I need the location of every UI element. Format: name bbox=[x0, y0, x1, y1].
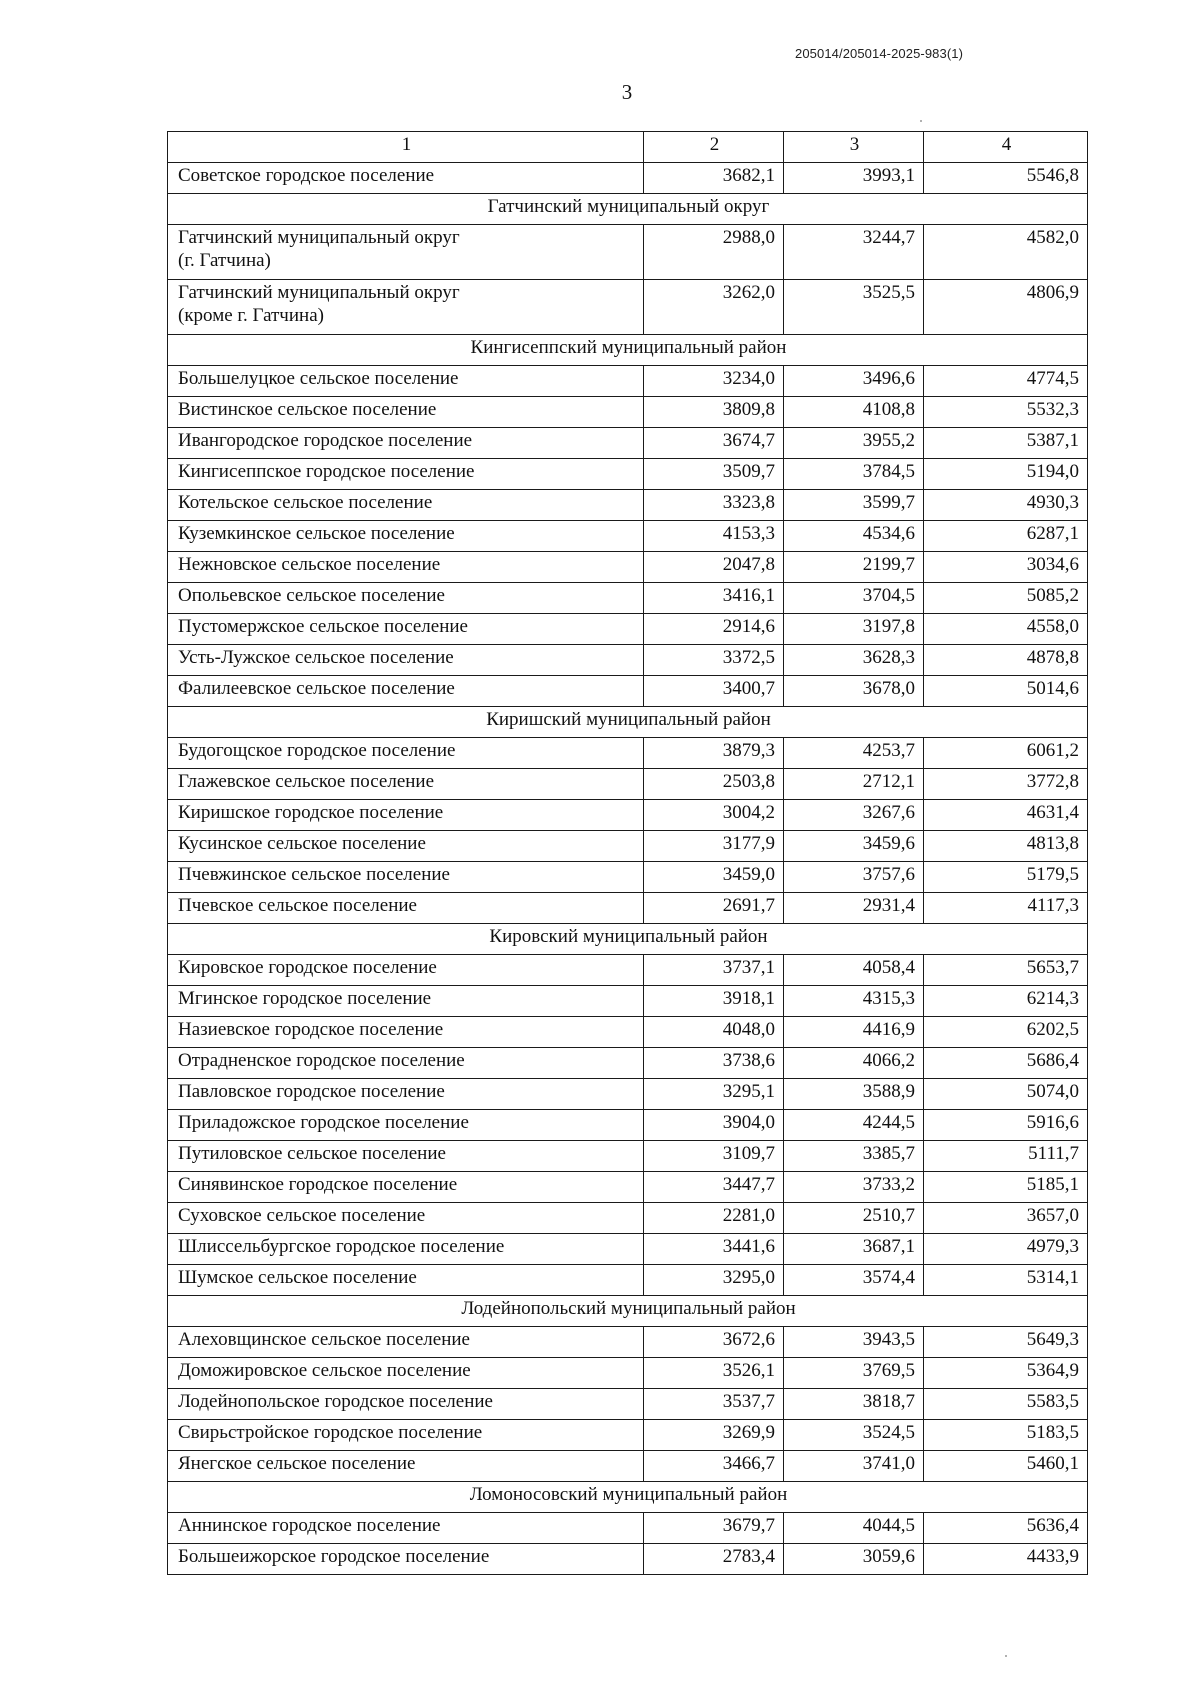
settlement-name-cell bbox=[168, 1079, 644, 1110]
value-col-4: 4930,3 bbox=[924, 490, 1088, 521]
scan-speck bbox=[920, 120, 922, 122]
section-title: Гатчинский муниципальный округ bbox=[168, 194, 1088, 225]
value-col-4: 3034,6 bbox=[924, 552, 1088, 583]
scan-speck bbox=[1005, 1655, 1007, 1657]
settlement-name: Кусинское сельское поселение bbox=[178, 833, 426, 854]
settlement-name-cell bbox=[168, 552, 644, 583]
value-col-3: 4416,9 bbox=[784, 1017, 924, 1048]
section-header-row bbox=[168, 335, 1088, 366]
value-col-3: 3943,5 bbox=[784, 1327, 924, 1358]
value-col-2: 3269,9 bbox=[644, 1420, 784, 1451]
settlement-name-cell bbox=[168, 800, 644, 831]
value-col-3: 3678,0 bbox=[784, 676, 924, 707]
settlement-name-cell bbox=[168, 1265, 644, 1296]
value-col-4: 5583,5 bbox=[924, 1389, 1088, 1420]
value-col-3: 3385,7 bbox=[784, 1141, 924, 1172]
settlement-name-cell bbox=[168, 1141, 644, 1172]
settlement-name: Путиловское сельское поселение bbox=[178, 1143, 446, 1164]
value-col-3: 3955,2 bbox=[784, 428, 924, 459]
value-col-2: 2691,7 bbox=[644, 893, 784, 924]
value-col-2: 3679,7 bbox=[644, 1513, 784, 1544]
value-col-4: 5460,1 bbox=[924, 1451, 1088, 1482]
value-col-4: 5183,5 bbox=[924, 1420, 1088, 1451]
value-col-2: 3262,0 bbox=[644, 280, 784, 335]
settlement-name: Нежновское сельское поселение bbox=[178, 554, 441, 575]
value-col-2: 3526,1 bbox=[644, 1358, 784, 1389]
value-col-2: 3447,7 bbox=[644, 1172, 784, 1203]
value-col-4: 5194,0 bbox=[924, 459, 1088, 490]
value-col-2: 3234,0 bbox=[644, 366, 784, 397]
settlement-name-cell bbox=[168, 1513, 644, 1544]
settlement-name-cell bbox=[168, 1234, 644, 1265]
settlement-name-cell bbox=[168, 955, 644, 986]
value-col-3: 3267,6 bbox=[784, 800, 924, 831]
value-col-4: 4979,3 bbox=[924, 1234, 1088, 1265]
settlement-name: Будогощское городское поселение bbox=[178, 740, 456, 761]
value-col-3: 3059,6 bbox=[784, 1544, 924, 1575]
value-col-3: 3993,1 bbox=[784, 163, 924, 194]
table-row bbox=[168, 1110, 1088, 1141]
settlement-name: Куземкинское сельское поселение bbox=[178, 523, 455, 544]
settlement-name: Павловское городское поселение bbox=[178, 1081, 445, 1102]
table-row bbox=[168, 986, 1088, 1017]
settlement-name: Пчевское сельское поселение bbox=[178, 895, 417, 916]
table-row bbox=[168, 1451, 1088, 1482]
value-col-4: 4117,3 bbox=[924, 893, 1088, 924]
value-col-2: 3004,2 bbox=[644, 800, 784, 831]
settlement-name-cell bbox=[168, 1451, 644, 1482]
settlement-name: Мгинское городское поселение bbox=[178, 988, 432, 1009]
settlement-name: Котельское сельское поселение bbox=[178, 492, 433, 513]
value-col-3: 4253,7 bbox=[784, 738, 924, 769]
value-col-3: 3574,4 bbox=[784, 1265, 924, 1296]
value-col-2: 3674,7 bbox=[644, 428, 784, 459]
table-row bbox=[168, 163, 1088, 194]
settlement-name-cell bbox=[168, 769, 644, 800]
settlement-name-cell bbox=[168, 1544, 644, 1575]
table-row bbox=[168, 738, 1088, 769]
settlement-name: Пчевжинское сельское поселение bbox=[178, 864, 450, 885]
column-header-3: 3 bbox=[784, 132, 924, 163]
value-col-3: 3769,5 bbox=[784, 1358, 924, 1389]
value-col-2: 2047,8 bbox=[644, 552, 784, 583]
settlement-name: Кингисеппское городское поселение bbox=[178, 461, 475, 482]
table-row bbox=[168, 645, 1088, 676]
value-col-3: 4058,4 bbox=[784, 955, 924, 986]
value-col-2: 3323,8 bbox=[644, 490, 784, 521]
value-col-4: 5314,1 bbox=[924, 1265, 1088, 1296]
value-col-2: 3904,0 bbox=[644, 1110, 784, 1141]
value-col-2: 3509,7 bbox=[644, 459, 784, 490]
settlement-name: Киришское городское поселение bbox=[178, 802, 444, 823]
value-col-2: 3295,0 bbox=[644, 1265, 784, 1296]
table-row bbox=[168, 831, 1088, 862]
value-col-2: 4153,3 bbox=[644, 521, 784, 552]
settlement-name-cell bbox=[168, 676, 644, 707]
value-col-4: 4813,8 bbox=[924, 831, 1088, 862]
settlement-name-cell bbox=[168, 1172, 644, 1203]
value-col-4: 5649,3 bbox=[924, 1327, 1088, 1358]
settlement-name-cell bbox=[168, 521, 644, 552]
value-col-2: 2281,0 bbox=[644, 1203, 784, 1234]
table-row bbox=[168, 428, 1088, 459]
settlement-name: Большелуцкое сельское поселение bbox=[178, 368, 459, 389]
value-col-2: 3400,7 bbox=[644, 676, 784, 707]
table-row bbox=[168, 1544, 1088, 1575]
value-col-2: 3466,7 bbox=[644, 1451, 784, 1482]
settlement-name: Гатчинский муниципальный округ bbox=[178, 227, 460, 248]
value-col-4: 6214,3 bbox=[924, 986, 1088, 1017]
table-row bbox=[168, 769, 1088, 800]
value-col-2: 3738,6 bbox=[644, 1048, 784, 1079]
value-col-3: 3459,6 bbox=[784, 831, 924, 862]
value-col-3: 3599,7 bbox=[784, 490, 924, 521]
value-col-3: 4044,5 bbox=[784, 1513, 924, 1544]
table-row bbox=[168, 676, 1088, 707]
section-title: Киришский муниципальный район bbox=[168, 707, 1088, 738]
value-col-4: 5686,4 bbox=[924, 1048, 1088, 1079]
settlement-name: Синявинское городское поселение bbox=[178, 1174, 458, 1195]
value-col-3: 3757,6 bbox=[784, 862, 924, 893]
value-col-4: 6202,5 bbox=[924, 1017, 1088, 1048]
column-header-2: 2 bbox=[644, 132, 784, 163]
settlement-name: Свирьстройское городское поселение bbox=[178, 1422, 483, 1443]
value-col-2: 2783,4 bbox=[644, 1544, 784, 1575]
section-header-row bbox=[168, 707, 1088, 738]
value-col-4: 4774,5 bbox=[924, 366, 1088, 397]
value-col-3: 3733,2 bbox=[784, 1172, 924, 1203]
section-title: Кировский муниципальный район bbox=[168, 924, 1088, 955]
value-col-3: 4315,3 bbox=[784, 986, 924, 1017]
settlement-name: Аннинское городское поселение bbox=[178, 1515, 441, 1536]
settlement-name: Суховское сельское поселение bbox=[178, 1205, 426, 1226]
table-row bbox=[168, 893, 1088, 924]
settlement-name-cell bbox=[168, 490, 644, 521]
value-col-4: 6061,2 bbox=[924, 738, 1088, 769]
settlement-name: Шумское сельское поселение bbox=[178, 1267, 417, 1288]
settlement-name: Отрадненское городское поселение bbox=[178, 1050, 465, 1071]
settlement-name-cell bbox=[168, 1358, 644, 1389]
table-row bbox=[168, 1420, 1088, 1451]
table-row bbox=[168, 552, 1088, 583]
section-header-row bbox=[168, 1296, 1088, 1327]
value-col-4: 5916,6 bbox=[924, 1110, 1088, 1141]
settlement-name: Ивангородское городское поселение bbox=[178, 430, 473, 451]
settlement-name: Янегское сельское поселение bbox=[178, 1453, 416, 1474]
value-col-2: 2988,0 bbox=[644, 225, 784, 280]
settlement-name-cell bbox=[168, 614, 644, 645]
table-row bbox=[168, 1048, 1088, 1079]
value-col-3: 3496,6 bbox=[784, 366, 924, 397]
value-col-4: 5532,3 bbox=[924, 397, 1088, 428]
table-row bbox=[168, 1513, 1088, 1544]
table-row bbox=[168, 1172, 1088, 1203]
section-title: Ломоносовский муниципальный район bbox=[168, 1482, 1088, 1513]
settlement-name-cell bbox=[168, 1110, 644, 1141]
table-row bbox=[168, 1203, 1088, 1234]
settlement-name-cell bbox=[168, 366, 644, 397]
table-row bbox=[168, 800, 1088, 831]
settlement-name-cell bbox=[168, 645, 644, 676]
settlement-name-cell bbox=[168, 862, 644, 893]
value-col-4: 4878,8 bbox=[924, 645, 1088, 676]
value-col-2: 2503,8 bbox=[644, 769, 784, 800]
value-col-3: 2931,4 bbox=[784, 893, 924, 924]
column-header-1: 1 bbox=[168, 132, 644, 163]
table-row bbox=[168, 366, 1088, 397]
table-row bbox=[168, 1358, 1088, 1389]
table-row bbox=[168, 521, 1088, 552]
settlement-name: Советское городское поселение bbox=[178, 165, 435, 186]
value-col-2: 3295,1 bbox=[644, 1079, 784, 1110]
value-col-2: 3537,7 bbox=[644, 1389, 784, 1420]
settlement-name: Кировское городское поселение bbox=[178, 957, 437, 978]
value-col-2: 3441,6 bbox=[644, 1234, 784, 1265]
value-col-3: 2712,1 bbox=[784, 769, 924, 800]
settlement-name: Доможировское сельское поселение bbox=[178, 1360, 471, 1381]
value-col-4: 5185,1 bbox=[924, 1172, 1088, 1203]
value-col-4: 6287,1 bbox=[924, 521, 1088, 552]
table-row bbox=[168, 490, 1088, 521]
column-header-4: 4 bbox=[924, 132, 1088, 163]
value-col-3: 3588,9 bbox=[784, 1079, 924, 1110]
table-row bbox=[168, 614, 1088, 645]
value-col-2: 3109,7 bbox=[644, 1141, 784, 1172]
settlement-name-cell bbox=[168, 1420, 644, 1451]
settlement-name-cell bbox=[168, 459, 644, 490]
value-col-2: 3177,9 bbox=[644, 831, 784, 862]
value-col-3: 4108,8 bbox=[784, 397, 924, 428]
value-col-3: 3818,7 bbox=[784, 1389, 924, 1420]
value-col-3: 3784,5 bbox=[784, 459, 924, 490]
value-col-4: 5014,6 bbox=[924, 676, 1088, 707]
settlement-name: Приладожское городское поселение bbox=[178, 1112, 469, 1133]
value-col-4: 4631,4 bbox=[924, 800, 1088, 831]
value-col-4: 5179,5 bbox=[924, 862, 1088, 893]
value-col-3: 3741,0 bbox=[784, 1451, 924, 1482]
table-row bbox=[168, 1234, 1088, 1265]
value-col-2: 3809,8 bbox=[644, 397, 784, 428]
settlement-name-cell bbox=[168, 583, 644, 614]
settlement-name-cell bbox=[168, 1203, 644, 1234]
value-col-3: 4066,2 bbox=[784, 1048, 924, 1079]
value-col-4: 5546,8 bbox=[924, 163, 1088, 194]
settlement-name-cell bbox=[168, 893, 644, 924]
settlement-name: Глажевское сельское поселение bbox=[178, 771, 435, 792]
value-col-4: 4582,0 bbox=[924, 225, 1088, 280]
settlement-name-cell bbox=[168, 738, 644, 769]
value-col-4: 4806,9 bbox=[924, 280, 1088, 335]
value-col-2: 3918,1 bbox=[644, 986, 784, 1017]
table-row bbox=[168, 225, 1088, 280]
value-col-3: 3197,8 bbox=[784, 614, 924, 645]
section-header-row bbox=[168, 924, 1088, 955]
value-col-4: 3657,0 bbox=[924, 1203, 1088, 1234]
value-col-4: 5364,9 bbox=[924, 1358, 1088, 1389]
value-col-3: 3524,5 bbox=[784, 1420, 924, 1451]
settlement-name-cell bbox=[168, 225, 644, 280]
table-header-row bbox=[168, 132, 1088, 163]
value-col-3: 3687,1 bbox=[784, 1234, 924, 1265]
table-row bbox=[168, 1389, 1088, 1420]
section-title: Лодейнопольский муниципальный район bbox=[168, 1296, 1088, 1327]
table-row bbox=[168, 583, 1088, 614]
settlement-name-cell bbox=[168, 1048, 644, 1079]
value-col-4: 4433,9 bbox=[924, 1544, 1088, 1575]
settlement-name: Большеижорское городское поселение bbox=[178, 1546, 490, 1567]
settlement-name-cell bbox=[168, 1389, 644, 1420]
settlement-name-cell bbox=[168, 163, 644, 194]
section-title: Кингисеппский муниципальный район bbox=[168, 335, 1088, 366]
settlement-name: Фалилеевское сельское поселение bbox=[178, 678, 455, 699]
settlement-name-cell bbox=[168, 280, 644, 335]
settlement-name-cell bbox=[168, 397, 644, 428]
value-col-3: 4244,5 bbox=[784, 1110, 924, 1141]
table-row bbox=[168, 1079, 1088, 1110]
settlement-name: Гатчинский муниципальный округ bbox=[178, 282, 460, 303]
table-row bbox=[168, 862, 1088, 893]
section-header-row bbox=[168, 1482, 1088, 1513]
value-col-2: 3737,1 bbox=[644, 955, 784, 986]
value-col-2: 3416,1 bbox=[644, 583, 784, 614]
table-row bbox=[168, 955, 1088, 986]
settlement-name-cell bbox=[168, 831, 644, 862]
value-col-4: 5387,1 bbox=[924, 428, 1088, 459]
value-col-3: 3628,3 bbox=[784, 645, 924, 676]
document-id: 205014/205014-2025-983(1) bbox=[795, 46, 964, 61]
value-col-4: 5111,7 bbox=[924, 1141, 1088, 1172]
settlement-name: Вистинское сельское поселение bbox=[178, 399, 437, 420]
settlement-name: Пустомержское сельское поселение bbox=[178, 616, 468, 637]
table-row bbox=[168, 397, 1088, 428]
value-col-2: 4048,0 bbox=[644, 1017, 784, 1048]
table-row bbox=[168, 1327, 1088, 1358]
section-header-row bbox=[168, 194, 1088, 225]
value-col-4: 5085,2 bbox=[924, 583, 1088, 614]
settlement-name: Усть-Лужское сельское поселение bbox=[178, 647, 454, 668]
value-col-3: 2510,7 bbox=[784, 1203, 924, 1234]
settlement-name: Назиевское городское поселение bbox=[178, 1019, 444, 1040]
settlement-name-cell bbox=[168, 1017, 644, 1048]
table-row bbox=[168, 280, 1088, 335]
value-col-4: 5636,4 bbox=[924, 1513, 1088, 1544]
settlement-name: (г. Гатчина) bbox=[178, 249, 271, 271]
settlement-name-cell bbox=[168, 986, 644, 1017]
settlement-name: Лодейнопольское городское поселение bbox=[178, 1391, 493, 1412]
value-col-4: 5074,0 bbox=[924, 1079, 1088, 1110]
settlement-name-cell bbox=[168, 428, 644, 459]
value-col-4: 5653,7 bbox=[924, 955, 1088, 986]
value-col-3: 3244,7 bbox=[784, 225, 924, 280]
table-row bbox=[168, 459, 1088, 490]
value-col-3: 2199,7 bbox=[784, 552, 924, 583]
value-col-2: 3879,3 bbox=[644, 738, 784, 769]
settlements-table bbox=[167, 131, 1088, 1575]
page-number: 3 bbox=[621, 80, 633, 104]
value-col-3: 3704,5 bbox=[784, 583, 924, 614]
value-col-4: 3772,8 bbox=[924, 769, 1088, 800]
settlement-name: Шлиссельбургское городское поселение bbox=[178, 1236, 505, 1257]
value-col-3: 3525,5 bbox=[784, 280, 924, 335]
settlement-name: Опольевское сельское поселение bbox=[178, 585, 445, 606]
value-col-2: 2914,6 bbox=[644, 614, 784, 645]
table-row bbox=[168, 1265, 1088, 1296]
settlement-name: (кроме г. Гатчина) bbox=[178, 304, 324, 326]
value-col-2: 3672,6 bbox=[644, 1327, 784, 1358]
value-col-2: 3682,1 bbox=[644, 163, 784, 194]
value-col-3: 4534,6 bbox=[784, 521, 924, 552]
settlement-name-cell bbox=[168, 1327, 644, 1358]
value-col-4: 4558,0 bbox=[924, 614, 1088, 645]
table-row bbox=[168, 1017, 1088, 1048]
table-row bbox=[168, 1141, 1088, 1172]
value-col-2: 3459,0 bbox=[644, 862, 784, 893]
settlement-name: Алеховщинское сельское поселение bbox=[178, 1329, 470, 1350]
value-col-2: 3372,5 bbox=[644, 645, 784, 676]
